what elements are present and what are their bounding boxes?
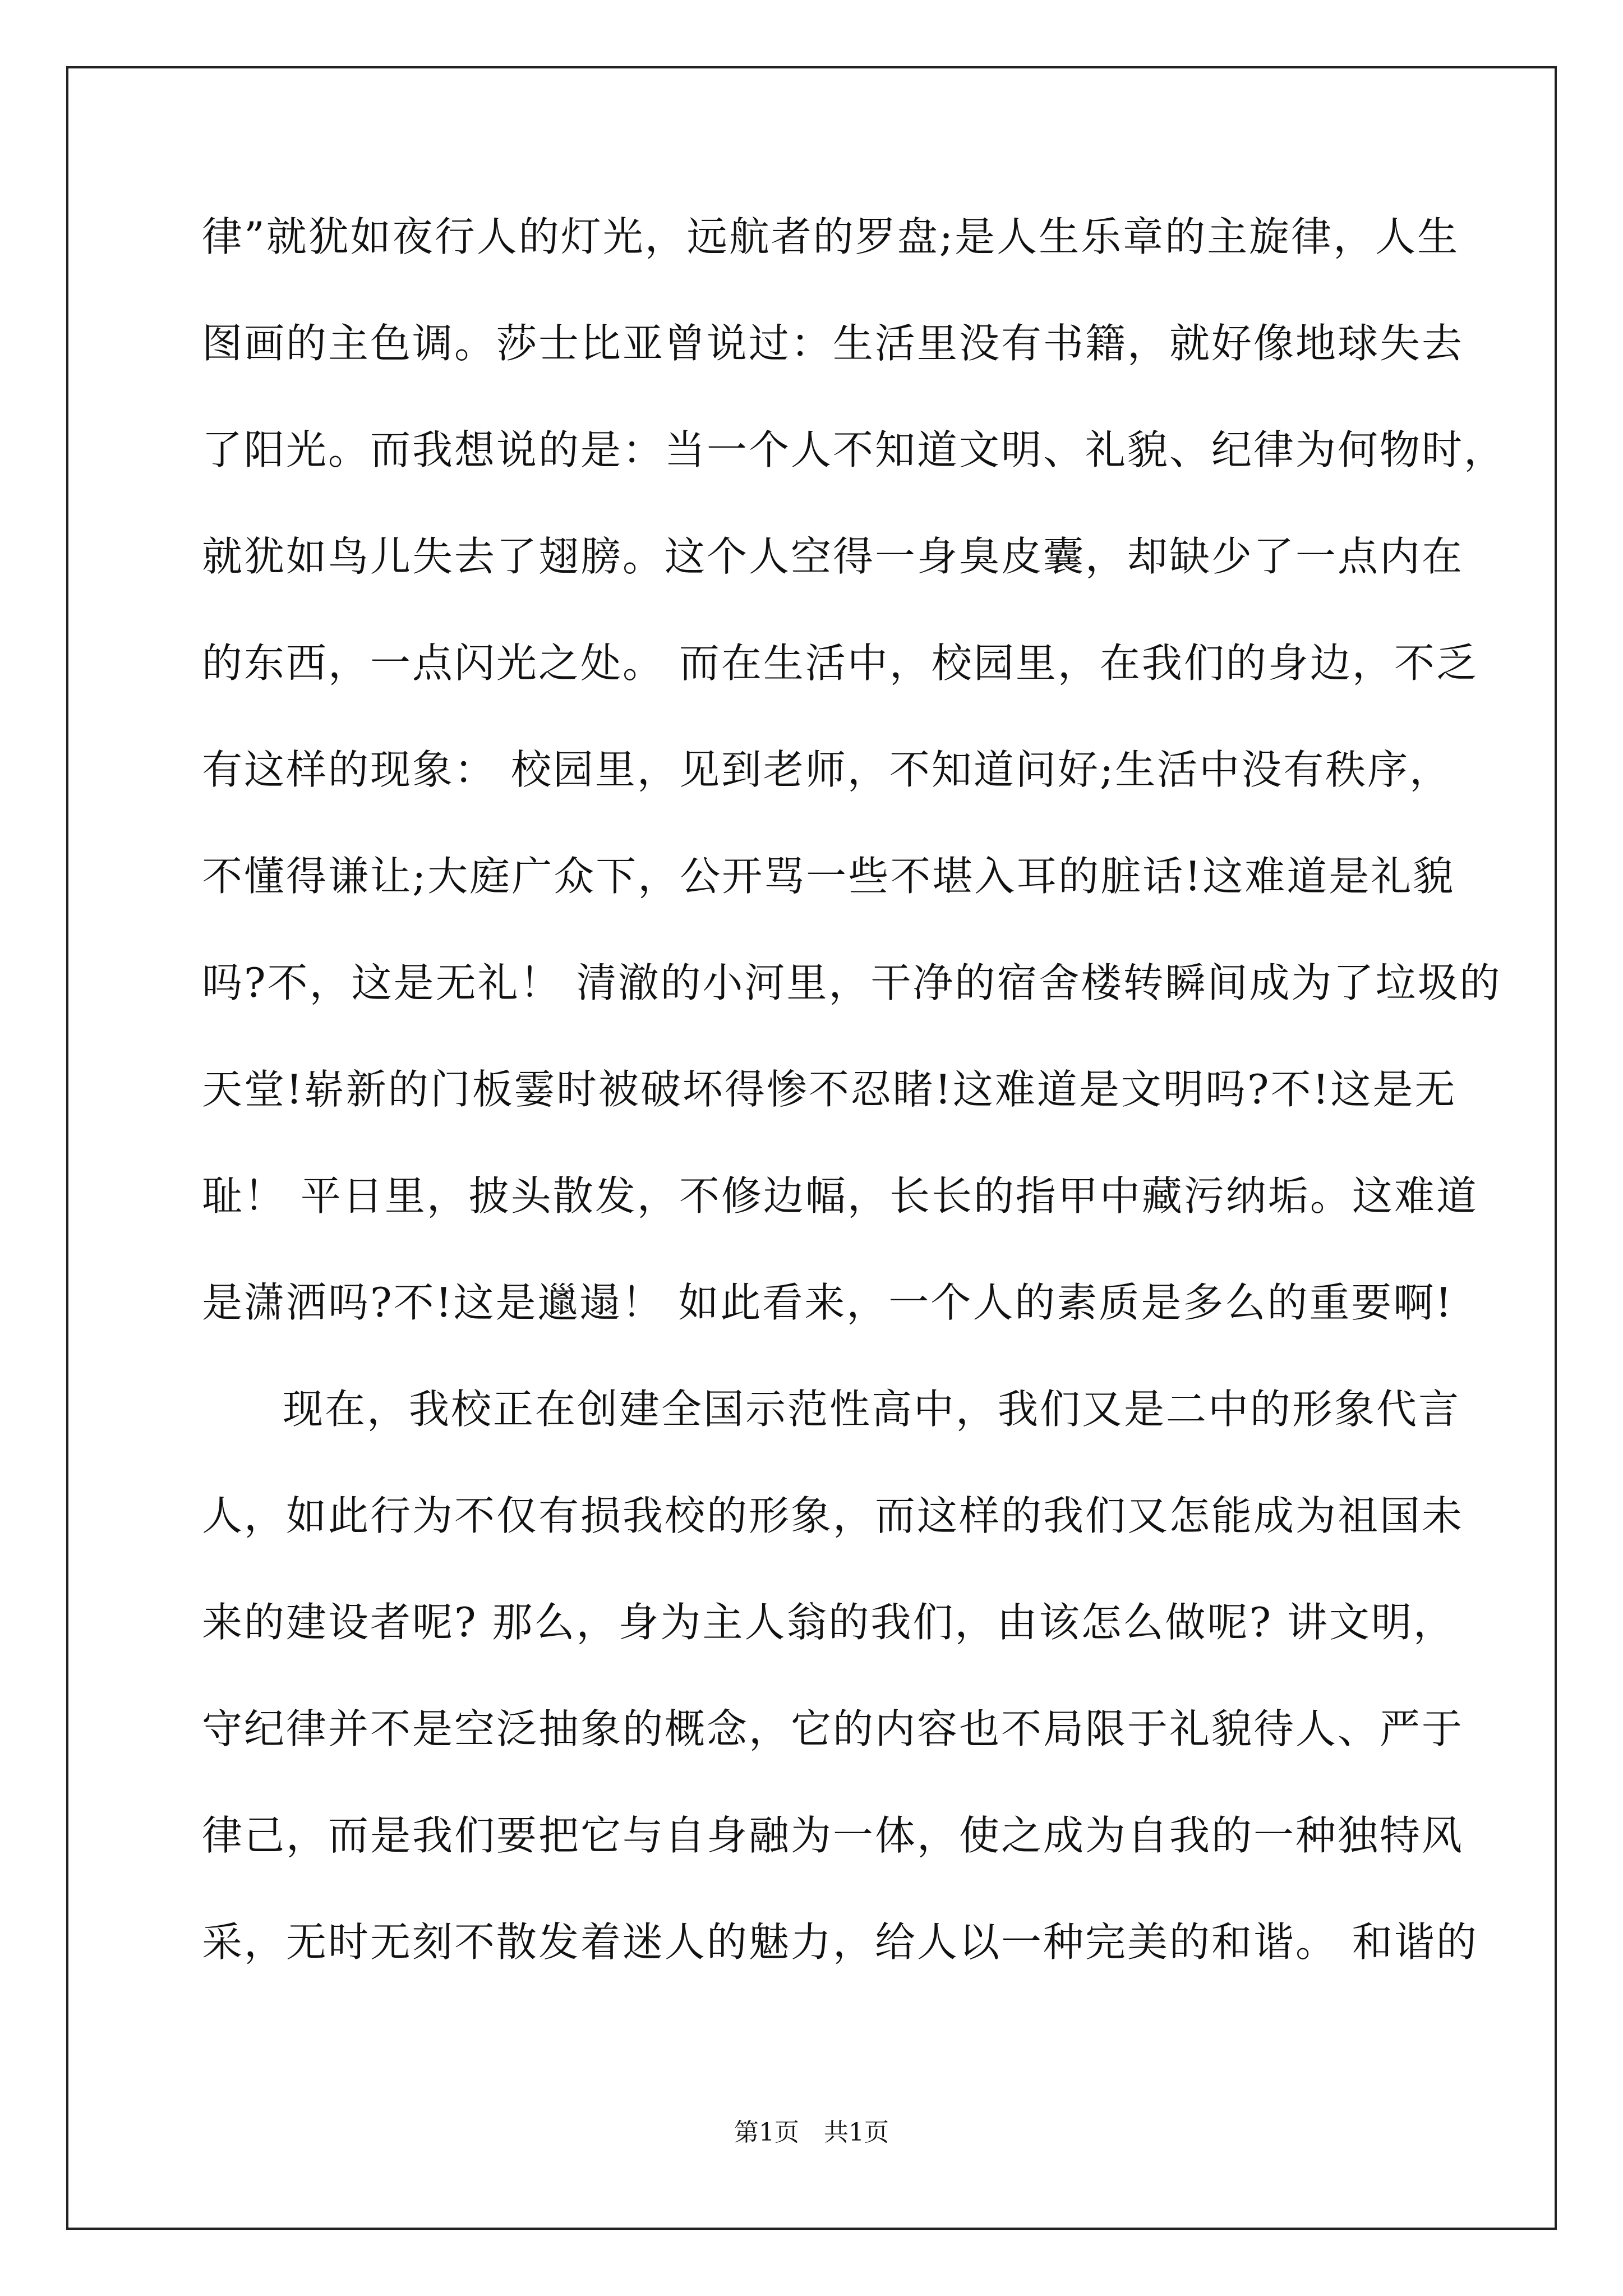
text-line: 守纪律并不是空泛抽象的概念，它的内容也不局限于礼貌待人、严于 — [202, 1705, 1464, 1752]
text-line: 律”就犹如夜行人的灯光，远航者的罗盘;是人生乐章的主旋律，人生 — [202, 213, 1460, 260]
text-line: 律己，而是我们要把它与自身融为一体，使之成为自我的一种独特风 — [202, 1812, 1464, 1859]
text-line: 天堂!崭新的门板霎时被破坏得惨不忍睹!这难道是文明吗?不!这是无 — [202, 1066, 1457, 1113]
text-line: 人，如此行为不仅有损我校的形象，而这样的我们又怎能成为祖国未 — [202, 1492, 1464, 1539]
document-body — [202, 209, 1506, 2021]
page-footer: 第1页 共1页 — [734, 2118, 889, 2147]
text-line: 的东西，一点闪光之处。 而在生活中，校园里，在我们的身边，不乏 — [202, 639, 1478, 687]
text-line: 耻！ 平日里，披头散发，不修边幅，长长的指甲中藏污纳垢。这难道 — [202, 1172, 1478, 1220]
text-line: 采，无时无刻不散发着迷人的魅力，给人以一种完美的和谐。 和谐的 — [202, 1918, 1478, 1966]
paragraph-start-line: 现在，我校正在创建全国示范性高中，我们又是二中的形象代言 — [283, 1386, 1461, 1433]
text-line: 是潇洒吗?不!这是邋遢！ 如此看来，一个人的素质是多么的重要啊! — [202, 1279, 1454, 1326]
text-line: 吗?不，这是无礼！ 清澈的小河里，干净的宿舍楼转瞬间成为了垃圾的 — [202, 959, 1502, 1006]
text-line: 有这样的现象： 校园里，见到老师，不知道问好;生活中没有秩序， — [202, 746, 1452, 793]
text-line: 不懂得谦让;大庭广众下，公开骂一些不堪入耳的脏话!这难道是礼貌 — [202, 853, 1455, 900]
text-line: 图画的主色调。莎士比亚曾说过：生活里没有书籍，就好像地球失去 — [202, 320, 1464, 367]
text-line: 就犹如鸟儿失去了翅膀。这个人空得一身臭皮囊，却缺少了一点内在 — [202, 533, 1464, 580]
text-line: 了阳光。而我想说的是：当一个人不知道文明、礼貌、纪律为何物时， — [202, 426, 1506, 473]
text-line: 来的建设者呢? 那么，身为主人翁的我们，由该怎么做呢? 讲文明， — [202, 1599, 1455, 1646]
